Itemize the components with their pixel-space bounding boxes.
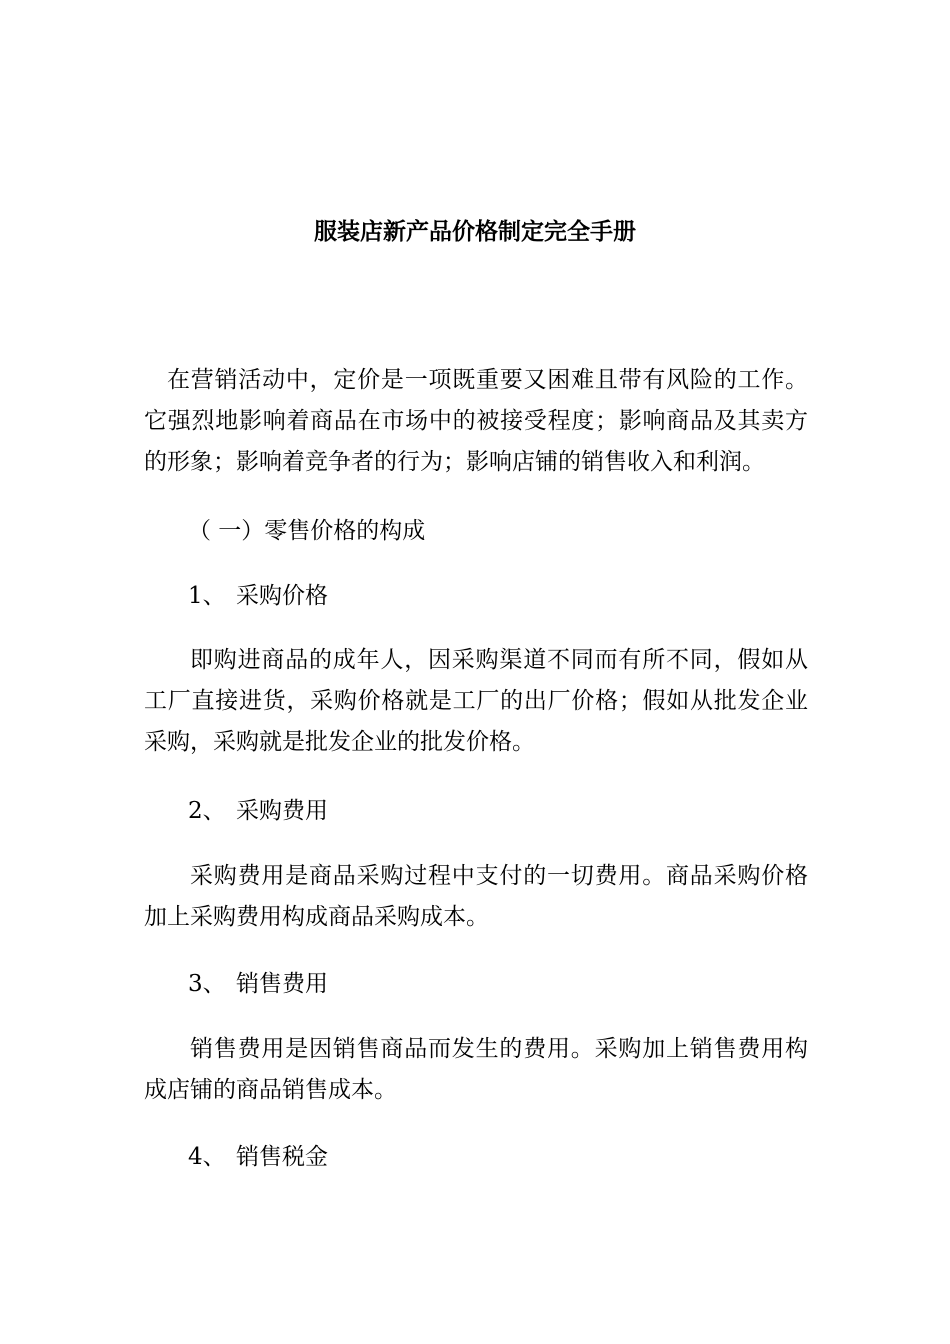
item-heading-3	[188, 968, 328, 1000]
item-number-2: 2、	[188, 798, 226, 824]
item-title-4: 销售税金	[236, 1144, 328, 1170]
section-heading: （ 一）零售价格的构成	[188, 518, 426, 544]
item-heading-4	[188, 1141, 328, 1173]
item-number-3: 3、	[188, 971, 226, 997]
item-title-1: 采购价格	[236, 583, 328, 609]
item-number-4: 4、	[188, 1144, 226, 1170]
intro-paragraph: 在营销活动中，定价是一项既重要又困难且带有风险的工作。它强烈地影响着商品在市场中的被接受程度；影响商品及其卖方的形象；影响着竞争者的行为；影响店铺的销售收入和利润。	[144, 367, 808, 475]
document-title: 服装店新产品价格制定完全手册	[314, 219, 636, 245]
item-number-1: 1、	[188, 583, 226, 609]
item-title-2: 采购费用	[236, 798, 328, 824]
item-title-3: 销售费用	[236, 971, 328, 997]
item-body-2: 采购费用是商品采购过程中支付的一切费用。商品采购价格加上采购费用构成商品采购成本。	[144, 863, 808, 930]
item-heading-2	[188, 795, 328, 827]
item-body-1: 即购进商品的成年人，因采购渠道不同而有所不同，假如从工厂直接进货，采购价格就是工厂的出厂价格；假如从批发企业采购，采购就是批发企业的批发价格。	[144, 647, 808, 755]
item-heading-1	[188, 580, 328, 612]
item-body-3: 销售费用是因销售商品而发生的费用。采购加上销售费用构成店铺的商品销售成本。	[144, 1036, 808, 1103]
